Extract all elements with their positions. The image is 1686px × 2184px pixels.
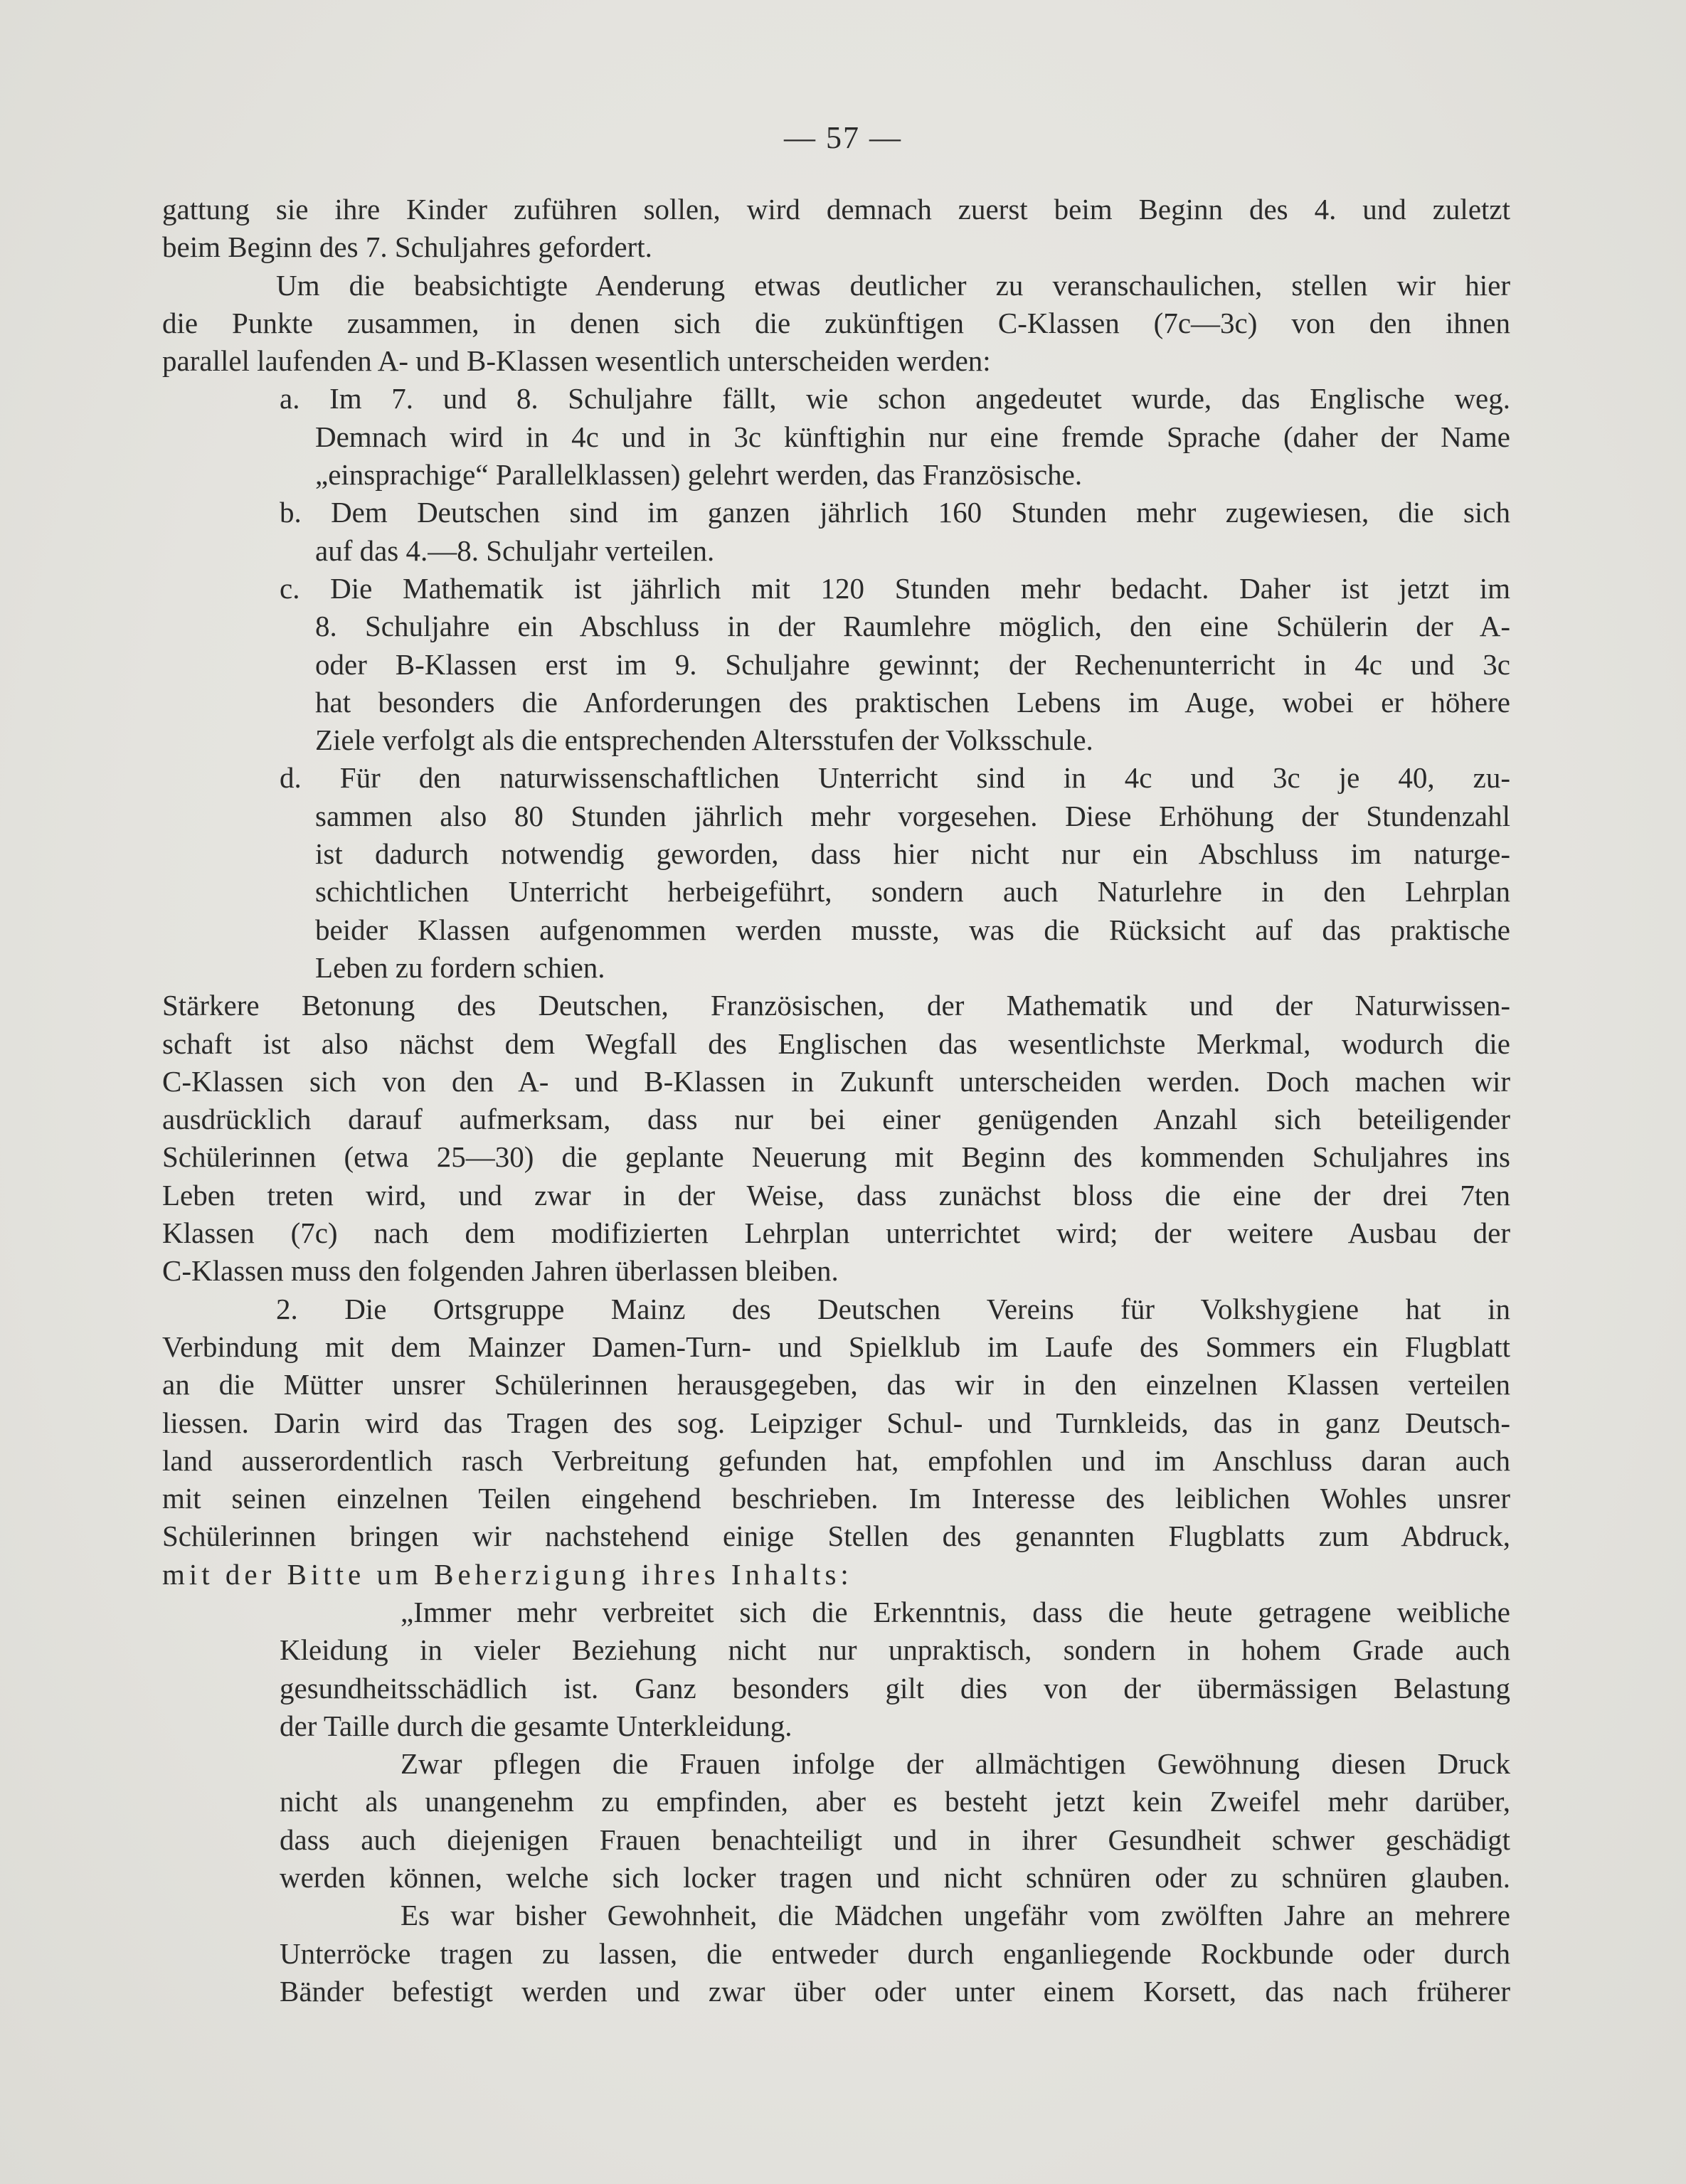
quote-line: Zwar pflegen die Frauen infolge der allmächtigen Gewöhnung diesen Druck: [401, 1747, 1510, 1781]
text-line: C-Klassen muss den folgenden Jahren überlassen bleiben.: [162, 1254, 839, 1288]
text-line: die Punkte zusammen, in denen sich die zukünftigen C-Klassen (7c—3c) von den ihnen: [162, 306, 1510, 339]
text-line: hat besonders die Anforderungen des praktischen Lebens im Auge, wobei er höhere: [315, 685, 1510, 719]
text-line: Um die beabsichtigte Aenderung etwas deutlicher zu veranschaulichen, stellen wir hier: [276, 268, 1510, 302]
quote-line: der Taille durch die gesamte Unterkleidung.: [280, 1709, 792, 1742]
text-line: sammen also 80 Stunden jährlich mehr vorgesehen. Diese Erhöhung der Stundenzahl: [315, 799, 1510, 832]
text-line: Ziele verfolgt als die entsprechenden Altersstufen der Volksschule.: [315, 723, 1093, 757]
text-line: Klassen (7c) nach dem modifizierten Lehrplan unterrichtet wird; der weitere Ausbau der: [162, 1216, 1510, 1250]
quote-line: gesundheitsschädlich ist. Ganz besonders gilt dies von der übermässigen Belastung: [280, 1671, 1510, 1705]
quote-line: Es war bisher Gewohnheit, die Mädchen ungefähr vom zwölften Jahre an mehrere: [401, 1899, 1510, 1932]
list-item-a: a. Im 7. und 8. Schuljahre fällt, wie schon angedeutet wurde, das Englische weg.: [280, 382, 1510, 415]
text-line: Schülerinnen bringen wir nachstehend einige Stellen des genannten Flugblatts zum Abdruck,: [162, 1520, 1510, 1553]
text-line: mit der Bitte um Beherzigung ihres Inhalts:: [162, 1557, 853, 1591]
quote-line: Bänder befestigt werden und zwar über oder unter einem Korsett, das nach früherer: [280, 1974, 1510, 2008]
quote-line: Unterröcke tragen zu lassen, die entweder durch enganliegende Rockbunde oder durch: [280, 1936, 1510, 1970]
text-line: land ausserordentlich rasch Verbreitung gefunden hat, empfohlen und im Anschluss daran auch: [162, 1443, 1510, 1477]
text-line: beider Klassen aufgenommen werden musste, was die Rücksicht auf das praktische: [315, 913, 1510, 946]
text-line: C-Klassen sich von den A- und B-Klassen in Zukunft unterscheiden werden. Doch machen wir: [162, 1064, 1510, 1098]
text-line: parallel laufenden A- und B-Klassen wesentlich unterscheiden werden:: [162, 344, 991, 378]
text-line: Leben treten wird, und zwar in der Weise, dass zunächst bloss die eine der drei 7ten: [162, 1178, 1510, 1212]
text-line: beim Beginn des 7. Schuljahres gefordert.: [162, 230, 652, 264]
quote-line: nicht als unangenehm zu empfinden, aber es besteht jetzt kein Zweifel mehr darüber,: [280, 1785, 1510, 1818]
text-line: an die Mütter unsrer Schülerinnen herausgegeben, das wir in den einzelnen Klassen verteilen: [162, 1368, 1510, 1401]
text-line: ist dadurch notwendig geworden, dass hier nicht nur ein Abschluss im naturge-: [315, 837, 1510, 871]
text-line: Schülerinnen (etwa 25—30) die geplante Neuerung mit Beginn des kommenden Schuljahres ins: [162, 1140, 1510, 1174]
text-line: „einsprachige“ Parallelklassen) gelehrt werden, das Französische.: [315, 458, 1083, 492]
body-text: [162, 191, 1510, 2010]
section-2-start: 2. Die Ortsgruppe Mainz des Deutschen Vereins für Volkshygiene hat in: [276, 1292, 1510, 1325]
text-line: Verbindung mit dem Mainzer Damen-Turn- und Spielklub im Laufe des Sommers ein Flugblatt: [162, 1330, 1510, 1363]
text-line: Stärkere Betonung des Deutschen, Französischen, der Mathematik und der Naturwissen-: [162, 989, 1510, 1022]
page-number: — 57 —: [784, 120, 902, 155]
quote-line: Kleidung in vieler Beziehung nicht nur unpraktisch, sondern in hohem Grade auch: [280, 1633, 1510, 1667]
list-item-d: d. Für den naturwissenschaftlichen Unterricht sind in 4c und 3c je 40, zu-: [280, 761, 1510, 795]
text-line: ausdrücklich darauf aufmerksam, dass nur bei einer genügenden Anzahl sich beteiligender: [162, 1103, 1510, 1136]
text-line: oder B-Klassen erst im 9. Schuljahre gewinnt; der Rechenunterricht in 4c und 3c: [315, 647, 1510, 681]
text-line: auf das 4.—8. Schuljahr verteilen.: [315, 534, 715, 567]
text-line: Leben zu fordern schien.: [315, 950, 605, 984]
text-line: schaft ist also nächst dem Wegfall des Englischen das wesentlichste Merkmal, wodurch die: [162, 1027, 1510, 1060]
list-item-c: c. Die Mathematik ist jährlich mit 120 Stunden mehr bedacht. Daher ist jetzt im: [280, 571, 1510, 605]
text-line: mit seinen einzelnen Teilen eingehend beschrieben. Im Interesse des leiblichen Wohles unsrer: [162, 1482, 1510, 1515]
quote-line: werden können, welche sich locker tragen und nicht schnüren oder zu schnüren glauben.: [280, 1861, 1510, 1894]
list-item-b: b. Dem Deutschen sind im ganzen jährlich 160 Stunden mehr zugewiesen, die sich: [280, 496, 1510, 529]
quote-line: „Immer mehr verbreitet sich die Erkenntnis, dass die heute getragene weibliche: [401, 1595, 1510, 1628]
text-line: Demnach wird in 4c und in 3c künftighin nur eine fremde Sprache (daher der Name: [315, 420, 1510, 453]
text-line: gattung sie ihre Kinder zuführen sollen, wird demnach zuerst beim Beginn des 4. und zuletzt: [162, 193, 1510, 226]
quote-line: dass auch diejenigen Frauen benachteiligt und in ihrer Gesundheit schwer geschädigt: [280, 1823, 1510, 1856]
text-line: 8. Schuljahre ein Abschluss in der Raumlehre möglich, den eine Schülerin der A-: [315, 610, 1510, 643]
text-line: schichtlichen Unterricht herbeigeführt, sondern auch Naturlehre in den Lehrplan: [315, 875, 1510, 908]
text-line: liessen. Darin wird das Tragen des sog. Leipziger Schul- und Turnkleids, das in ganz Deutsch-: [162, 1406, 1510, 1439]
